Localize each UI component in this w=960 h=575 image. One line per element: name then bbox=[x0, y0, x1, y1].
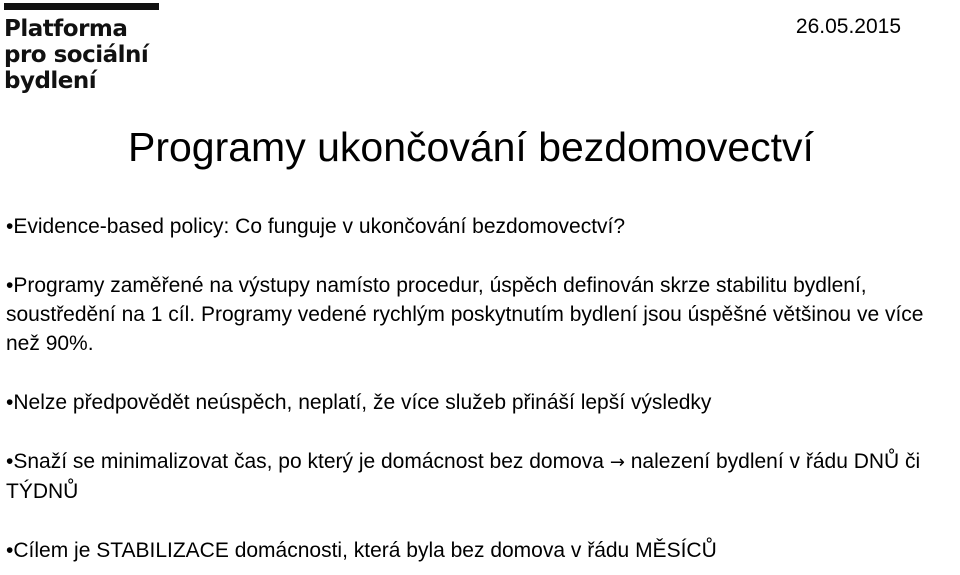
logo-line-1: Platforma bbox=[4, 16, 128, 42]
page-title: Programy ukončování bezdomovectví bbox=[128, 124, 814, 170]
logo-bar bbox=[4, 3, 159, 10]
logo-text bbox=[4, 16, 174, 94]
logo-line-3: bydlení bbox=[4, 68, 97, 94]
bullet-item-1 bbox=[6, 212, 960, 241]
bullet-text-2: Programy zaměřené na výstupy namísto procedur, úspěch definován skrze stabilitu bydlení, soustředění na 1 cíl. Programy vedené rychlým poskytnutím bydlení jsou úspěšné většinou ve více než 90%. bbox=[6, 274, 924, 355]
bullet-text-4a: Snaží se minimalizovat čas, po který je domácnost bez domova bbox=[13, 450, 610, 473]
bullet-text-1: Evidence-based policy: Co funguje v ukončování bezdomovectví? bbox=[13, 215, 626, 238]
bullet-text-4b: nalezení bydlení v řádu DNŮ či TÝDNŮ bbox=[6, 450, 921, 503]
bullet-item-4 bbox=[6, 447, 960, 506]
logo-line-2: pro sociální bbox=[4, 42, 149, 68]
bullet-list bbox=[6, 212, 960, 565]
bullet-item-2 bbox=[6, 271, 960, 358]
bullet-item-5 bbox=[6, 536, 960, 565]
bullet-item-3 bbox=[6, 388, 960, 417]
arrow-icon: → bbox=[609, 452, 625, 473]
bullet-text-5: Cílem je STABILIZACE domácnosti, která byla bez domova v řádu MĚSÍCŮ bbox=[13, 539, 717, 562]
logo bbox=[4, 0, 174, 94]
bullet-text-3: Nelze předpovědět neúspěch, neplatí, že více služeb přináší lepší výsledky bbox=[13, 391, 712, 414]
date: 26.05.2015 bbox=[795, 15, 901, 38]
